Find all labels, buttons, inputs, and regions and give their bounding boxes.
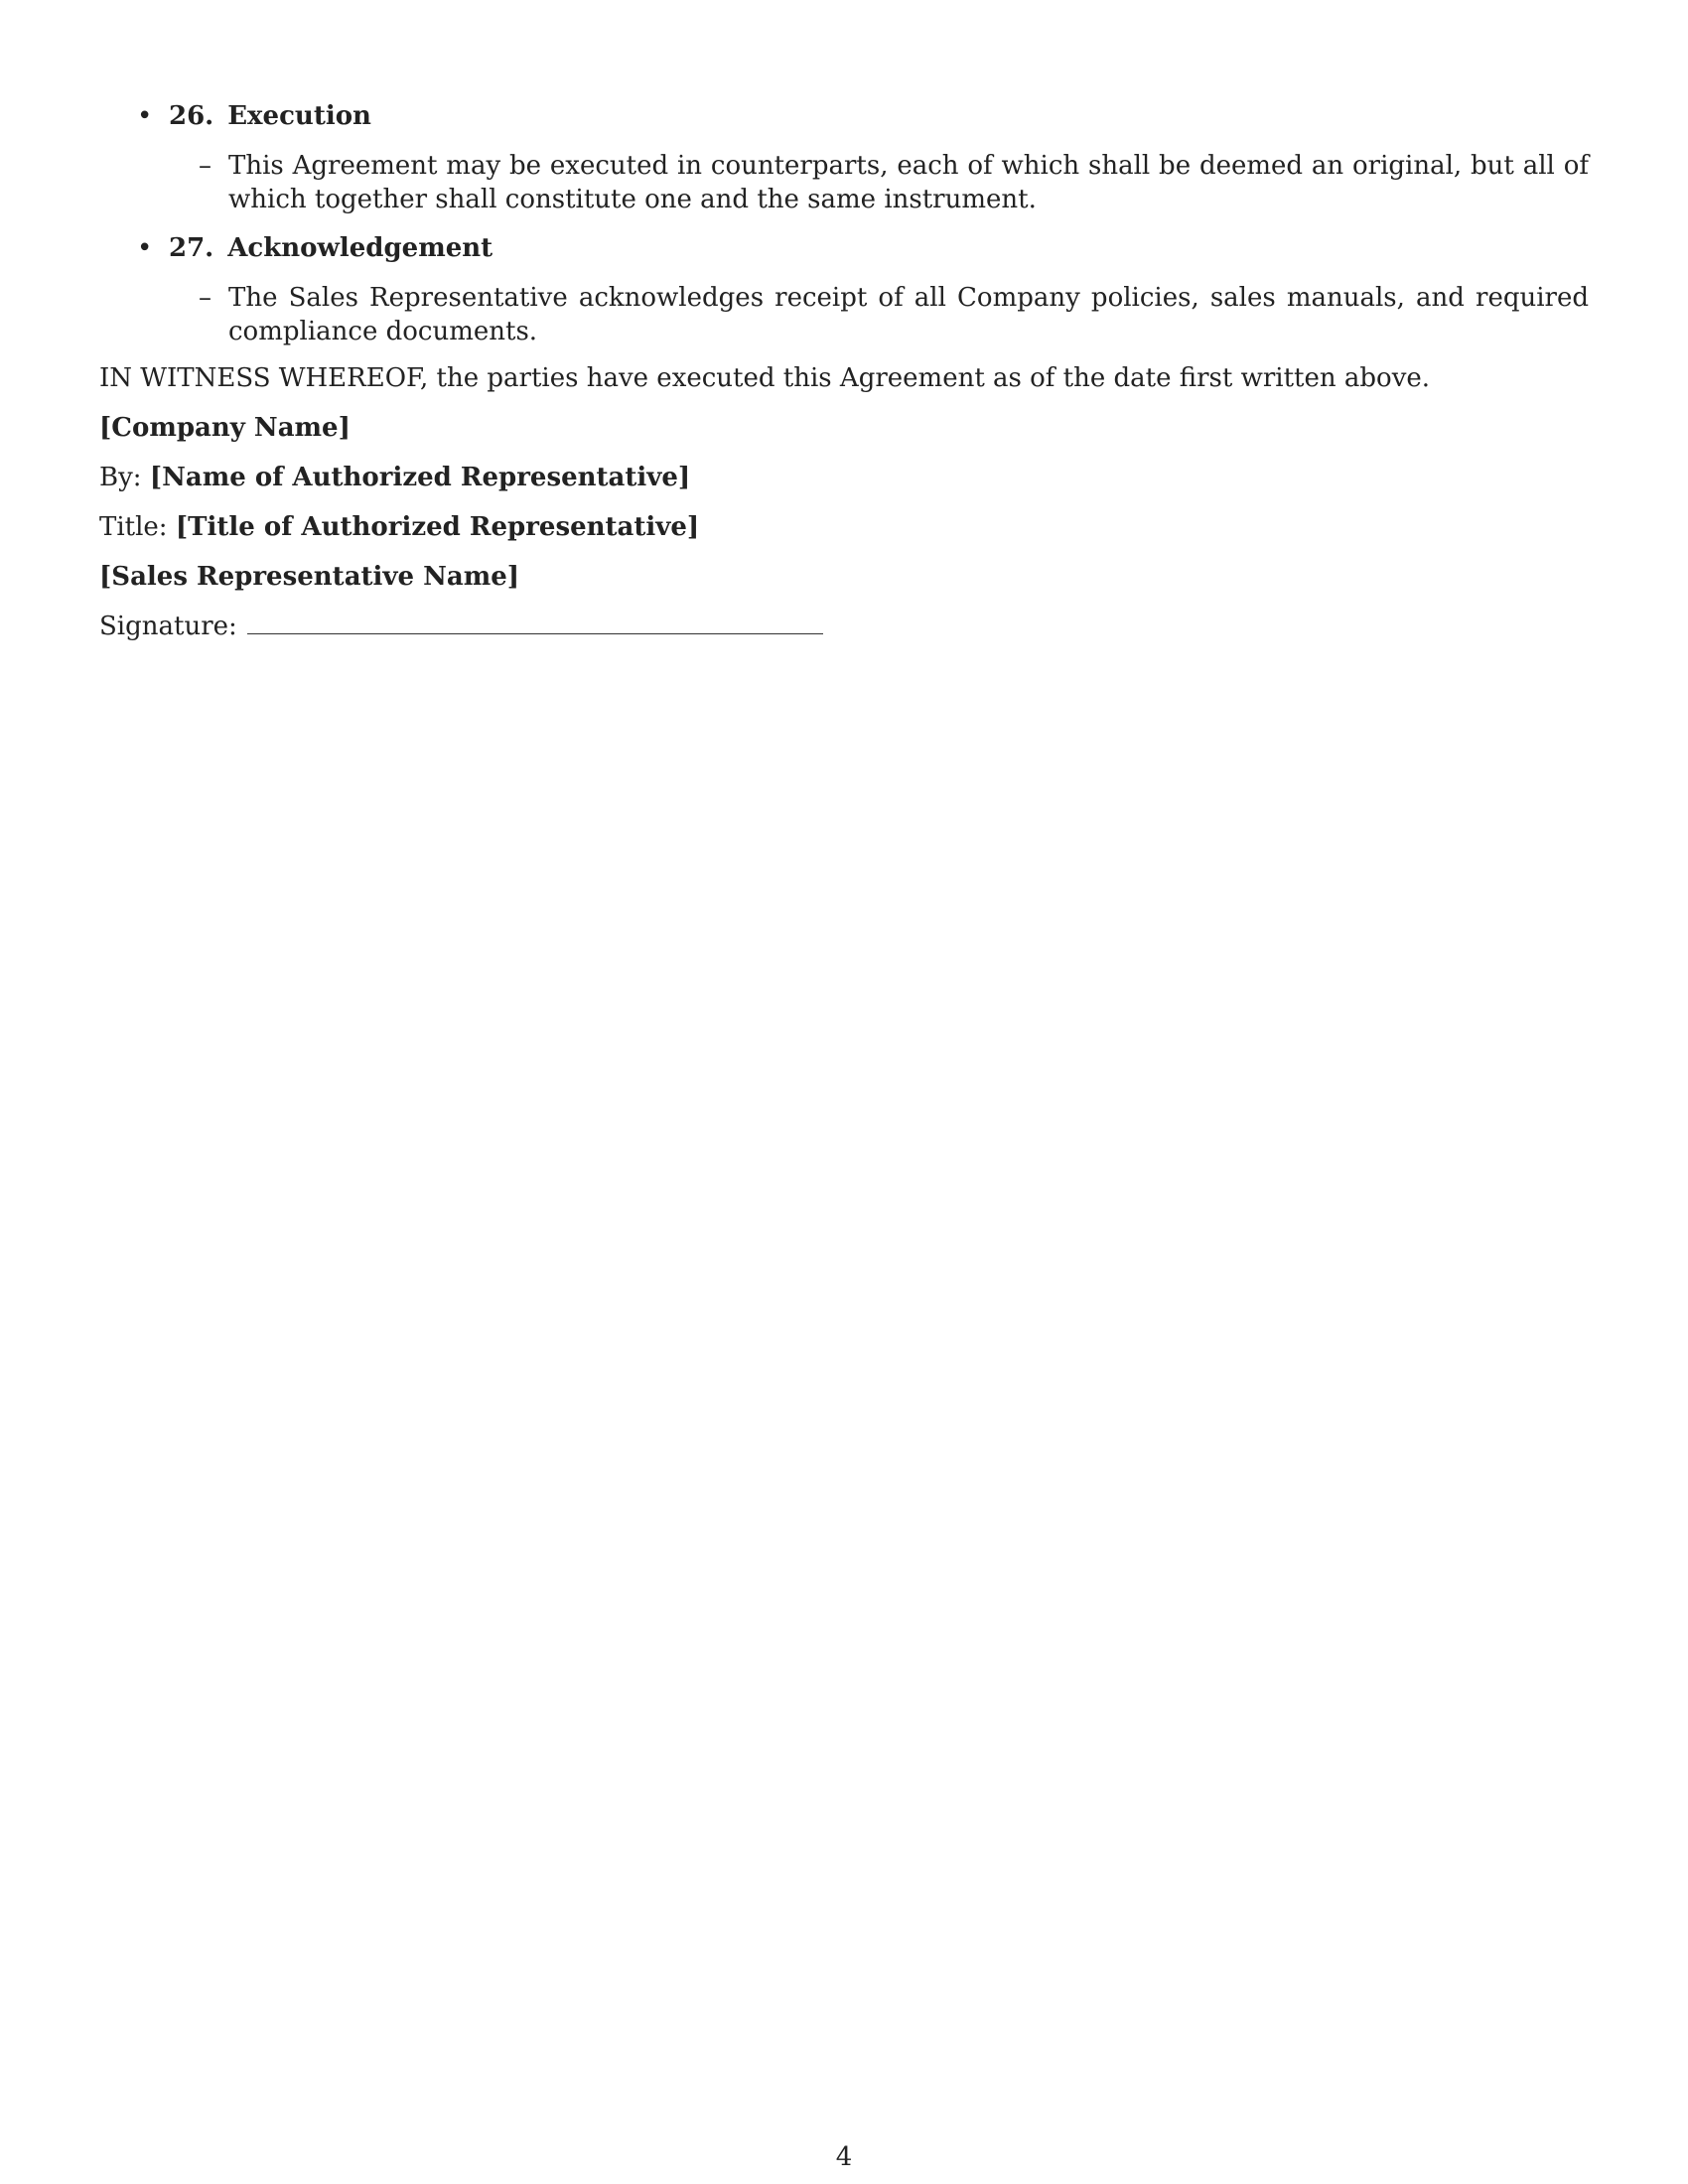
page-number: 4 xyxy=(835,2142,853,2172)
section-heading xyxy=(99,99,1589,133)
section-heading xyxy=(99,231,1589,265)
section-number: 27. xyxy=(169,233,214,263)
signer-title: [Title of Authorized Representative] xyxy=(175,512,700,542)
signer-title-line xyxy=(99,510,1589,544)
dash-icon: – xyxy=(199,283,211,313)
section-text: This Agreement may be executed in counterparts, each of which shall be deemed an original, but all of which together shall constitute one and the same instrument. xyxy=(228,151,1589,214)
section-title: Execution xyxy=(227,101,371,131)
by-label: By: xyxy=(99,463,142,492)
dash-icon: – xyxy=(199,151,211,181)
sales-rep-name: [Sales Representative Name] xyxy=(99,562,520,592)
company-name: [Company Name] xyxy=(99,413,351,443)
signature-line-row xyxy=(99,610,1589,643)
witness-clause: IN WITNESS WHEREOF, the parties have executed this Agreement as of the date first written above. xyxy=(99,363,1431,393)
section-acknowledgement xyxy=(99,231,1589,348)
signer-name-line xyxy=(99,461,1589,494)
section-number: 26. xyxy=(169,101,214,131)
section-body xyxy=(99,281,1589,348)
section-text: The Sales Representative acknowledges receipt of all Company policies, sales manuals, and required compliance documents. xyxy=(228,283,1589,346)
section-title: Acknowledgement xyxy=(227,233,493,263)
signature-line xyxy=(247,610,823,634)
signature-label: Signature: xyxy=(99,612,237,641)
section-execution xyxy=(99,99,1589,216)
signer-name: [Name of Authorized Representative] xyxy=(149,463,691,492)
section-body xyxy=(99,149,1589,216)
bullet-icon: • xyxy=(137,233,153,263)
bullet-icon: • xyxy=(137,101,153,131)
title-label: Title: xyxy=(99,512,168,542)
